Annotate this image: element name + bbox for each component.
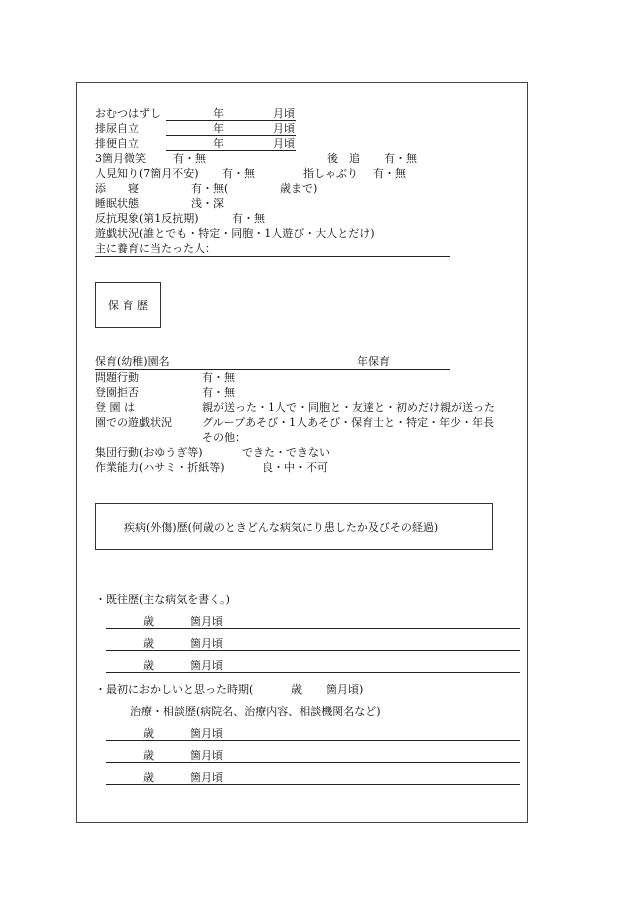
nursery-label: 保育(幼稚)園名	[95, 355, 170, 368]
refusal-value[interactable]: 有・無	[202, 386, 235, 399]
treatment-row-1-line[interactable]	[106, 740, 520, 741]
urination-month: 月頃	[273, 122, 295, 135]
defecation-month: 月頃	[273, 137, 295, 150]
past-row-1-month: 箇月頃	[190, 615, 223, 628]
work-value[interactable]: 良・中・不可	[262, 461, 328, 474]
urination-underline[interactable]	[166, 135, 296, 136]
attendance-label: 登 園 は	[95, 401, 135, 414]
treatment-row-3-line[interactable]	[106, 784, 520, 785]
illness-title: 疾病(外傷)歴(何歳のときどんな病気にり患したか及びその経過)	[124, 520, 439, 534]
caregiver-label: 主に養育に当たった人：	[95, 242, 216, 255]
childcare-title-box	[95, 282, 161, 328]
treatment-row-1-month: 箇月頃	[190, 727, 223, 740]
nursery-underline[interactable]	[95, 369, 450, 370]
thumb-value[interactable]: 有・無	[373, 167, 406, 180]
first-noticed-month: 箇月頃)	[326, 683, 364, 696]
childcare-title: 保 育 歴	[108, 299, 148, 312]
past-row-3-age: 歳	[143, 659, 154, 672]
treatment-row-2-age: 歳	[143, 749, 154, 762]
defecation-underline[interactable]	[166, 150, 296, 151]
diaper-label: おむつはずし	[95, 107, 161, 120]
work-label: 作業能力(ハサミ・折紙等)	[95, 461, 225, 474]
past-row-1-age: 歳	[143, 615, 154, 628]
urination-label: 排尿自立	[95, 122, 139, 135]
treatment-row-1-age: 歳	[143, 727, 154, 740]
stranger-label: 人見知り(7箇月不安)	[95, 167, 199, 180]
sleep-value[interactable]: 浅・深	[191, 197, 224, 210]
past-row-3-month: 箇月頃	[190, 659, 223, 672]
treatment-row-3-month: 箇月頃	[190, 771, 223, 784]
cosleep-value[interactable]: 有・無(	[191, 182, 229, 195]
past-row-2-age: 歳	[143, 637, 154, 650]
rebellion-value[interactable]: 有・無	[232, 212, 265, 225]
first-noticed-age: 歳	[291, 683, 302, 696]
defecation-label: 排便自立	[95, 137, 139, 150]
past-row-1-line[interactable]	[106, 628, 520, 629]
nursery-play-value[interactable]: グループあそび・1人あそび・保育士と・特定・年少・年長	[202, 416, 495, 429]
play-label[interactable]: 遊戯状況(誰とでも・特定・同胞・1人遊び・大人とだけ)	[95, 227, 375, 240]
group-value[interactable]: できた・できない	[242, 446, 330, 459]
defecation-year: 年	[213, 137, 224, 150]
diaper-underline[interactable]	[166, 120, 296, 121]
treatment-row-2-month: 箇月頃	[190, 749, 223, 762]
attendance-value[interactable]: 親が送った・1人で・同胞と・友達と・初めだけ親が送った	[202, 401, 495, 414]
cosleep-age: 歳まで)	[280, 182, 318, 195]
stranger-value[interactable]: 有・無	[222, 167, 255, 180]
behavior-label: 問題行動	[95, 371, 139, 384]
nursery-play-other: その他：	[202, 431, 246, 444]
nursery-years: 年保育	[357, 355, 390, 368]
treatment-row-3-age: 歳	[143, 771, 154, 784]
treatment-row-2-line[interactable]	[106, 762, 520, 763]
group-label: 集団行動(おゆうぎ等)	[95, 446, 203, 459]
behavior-value[interactable]: 有・無	[202, 371, 235, 384]
sleep-label: 睡眠状態	[95, 197, 139, 210]
nursery-play-label: 園での遊戯状況	[95, 416, 172, 429]
past-row-3-line[interactable]	[106, 672, 520, 673]
smile-label: 3箇月微笑	[95, 152, 146, 165]
tracking-label: 後 追	[327, 152, 360, 165]
past-row-2-line[interactable]	[106, 650, 520, 651]
tracking-value[interactable]: 有・無	[384, 152, 417, 165]
diaper-month: 月頃	[273, 107, 295, 120]
rebellion-label: 反抗現象(第1反抗期)	[95, 212, 199, 225]
diaper-year: 年	[213, 107, 224, 120]
smile-value[interactable]: 有・無	[173, 152, 206, 165]
cosleep-label: 添 寝	[95, 182, 139, 195]
caregiver-underline[interactable]	[95, 256, 450, 257]
urination-year: 年	[213, 122, 224, 135]
first-noticed-label: ・最初におかしいと思った時期(	[95, 683, 254, 696]
illness-title-box	[95, 503, 493, 550]
treatment-label: 治療・相談歴(病院名、治療内容、相談機関名など)	[130, 705, 381, 718]
past-history-label: ・既往歴(主な病気を書く。)	[95, 593, 230, 606]
refusal-label: 登園拒否	[95, 386, 139, 399]
past-row-2-month: 箇月頃	[190, 637, 223, 650]
thumb-label: 指しゃぶり	[303, 167, 358, 180]
